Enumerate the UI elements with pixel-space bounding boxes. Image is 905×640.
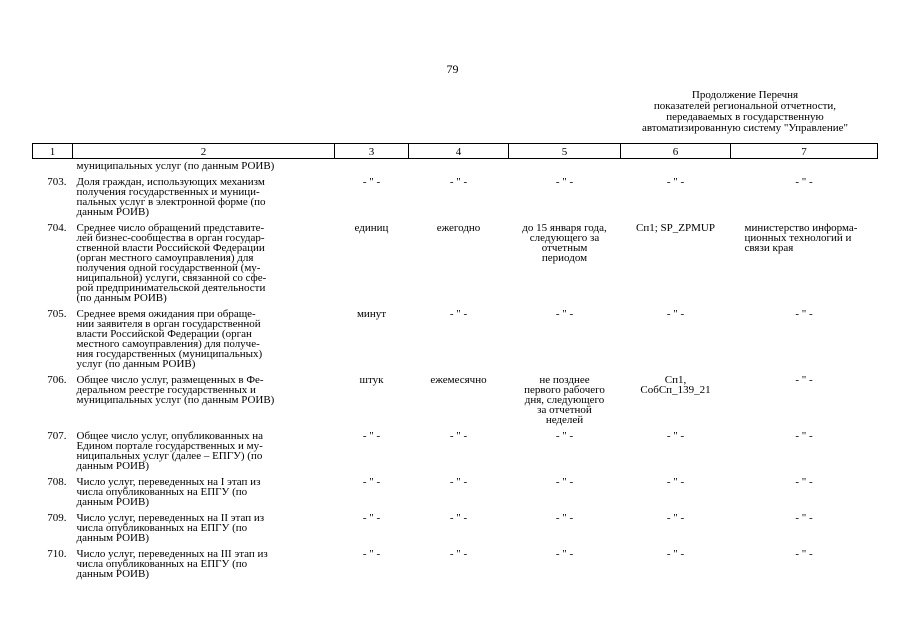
page-number: 79 (446, 62, 459, 76)
row-number: 708. (47, 476, 67, 488)
column-header: 7 (731, 144, 878, 159)
organization-cell (731, 425, 878, 471)
unit-cell: минут (356, 308, 387, 320)
column-header: 4 (409, 144, 509, 159)
organization-cell (731, 217, 878, 303)
period-cell: - " - (449, 430, 468, 442)
deadline-cell (509, 425, 621, 471)
period-cell: - " - (449, 176, 468, 188)
cell-line: Число услуг, переведенных на III этап из (76, 548, 268, 560)
cell-line: СобСп_139_21 (640, 384, 711, 396)
cell-line: местного самоуправления) для получе- (76, 338, 260, 350)
form-cell (621, 543, 731, 579)
cell-line: следующего за (529, 232, 600, 244)
indicator-name (73, 171, 335, 217)
cell-line: не позднее (539, 374, 590, 386)
cell-line: - " - (795, 476, 813, 488)
table-row (33, 425, 878, 471)
indicators-table (32, 143, 878, 579)
cell-line: числа опубликованных на ЕПГУ (по (76, 486, 248, 498)
cell-line: данным РОИВ) (76, 532, 149, 544)
period-cell: - " - (449, 548, 468, 560)
deadline-cell (509, 471, 621, 507)
cell-line: - " - (555, 308, 574, 320)
row-number: 703. (47, 176, 67, 188)
unit-cell: - " - (362, 512, 381, 524)
cell-line: муниципальных услуг (по данным РОИВ) (76, 394, 275, 406)
cell-line: услуг (по данным РОИВ) (76, 358, 196, 370)
cell-line: - " - (666, 308, 685, 320)
organization-cell (731, 369, 878, 425)
table-row (33, 217, 878, 303)
caption-line: передаваемых в государственную (666, 111, 824, 123)
table-caption (610, 90, 880, 134)
cell-line: первого рабочего (524, 384, 605, 396)
row-number: 709. (47, 512, 67, 524)
deadline-cell (509, 507, 621, 543)
cell-line: - " - (795, 548, 813, 560)
cell-line: за отчетной (537, 404, 592, 416)
cell-line: министерство информа- (744, 222, 858, 234)
organization-cell (731, 171, 878, 217)
cell-line: получения одной государственной (му- (76, 262, 261, 274)
caption-line: автоматизированную систему "Управление" (641, 122, 849, 134)
cell-line: Общее число услуг, размещенных в Фе- (76, 374, 264, 386)
cell-line: Среднее время ожидания при обраще- (76, 308, 256, 320)
cell-line: ционных технологий и (744, 232, 852, 244)
cell-line: пальных услуг в электронной форме (по (76, 196, 266, 208)
cell-line: - " - (795, 512, 813, 524)
indicator-name (73, 425, 335, 471)
cell-line: - " - (666, 512, 685, 524)
cell-line: Сп1, (664, 374, 687, 386)
row-number: 710. (47, 548, 67, 560)
indicator-name (73, 369, 335, 425)
cell-line: - " - (795, 430, 813, 442)
indicator-name: муниципальных услуг (по данным РОИВ) (76, 160, 275, 172)
cell-line: Число услуг, переведенных на II этап из (76, 512, 265, 524)
row-number: 705. (47, 308, 67, 320)
cell-line: ственной власти Российской Федерации (76, 242, 265, 254)
column-header: 2 (73, 144, 335, 159)
cell-line: Сп1; SP_ZPMUP (636, 222, 715, 234)
cell-line: данным РОИВ) (76, 496, 149, 508)
unit-cell: единиц (354, 222, 389, 234)
column-header: 3 (335, 144, 409, 159)
cell-line: - " - (795, 308, 813, 320)
cell-line: - " - (555, 512, 574, 524)
column-header: 1 (33, 144, 73, 159)
cell-line: (орган местного самоуправления) для (76, 252, 254, 264)
cell-line: числа опубликованных на ЕПГУ (по (76, 558, 248, 570)
period-cell: ежегодно (436, 222, 481, 234)
cell-line: данным РОИВ) (76, 460, 149, 472)
form-cell (621, 471, 731, 507)
cell-line: дня, следующего (524, 394, 605, 406)
cell-line: ниципальных услуг (далее – ЕПГУ) (по (76, 450, 263, 462)
cell-line: периодом (541, 252, 588, 264)
table-row (33, 471, 878, 507)
unit-cell: штук (359, 374, 384, 386)
cell-line: - " - (555, 430, 574, 442)
cell-line: данным РОИВ) (76, 206, 149, 218)
cell-line: Общее число услуг, опубликованных на (76, 430, 264, 442)
cell-line: деральном реестре государственных и (76, 384, 256, 396)
table-row (33, 507, 878, 543)
unit-cell: - " - (362, 548, 381, 560)
period-cell: - " - (449, 476, 468, 488)
cell-line: Число услуг, переведенных на I этап из (76, 476, 261, 488)
cell-line: числа опубликованных на ЕПГУ (по (76, 522, 248, 534)
caption-line: показателей региональной отчетности, (653, 100, 837, 112)
cell-line: Среднее число обращений представите- (76, 222, 265, 234)
deadline-cell (509, 543, 621, 579)
indicator-name (73, 543, 335, 579)
cell-line: - " - (666, 548, 685, 560)
form-cell (621, 303, 731, 369)
indicator-name (73, 471, 335, 507)
cell-line: - " - (795, 374, 813, 386)
cell-line: неделей (545, 414, 584, 426)
form-cell (621, 171, 731, 217)
unit-cell: - " - (362, 176, 381, 188)
organization-cell (731, 507, 878, 543)
indicator-name (73, 507, 335, 543)
indicator-name (73, 217, 335, 303)
organization-cell (731, 303, 878, 369)
cell-line: лей бизнес-сообщества в орган государ- (76, 232, 265, 244)
header-row (33, 144, 878, 159)
cell-line: ниципальной) услуги, связанной со сфе- (76, 272, 267, 284)
organization-cell (731, 471, 878, 507)
column-header: 6 (621, 144, 731, 159)
period-cell: ежемесячно (430, 374, 487, 386)
cell-line: - " - (555, 476, 574, 488)
cell-line: - " - (666, 176, 685, 188)
period-cell: - " - (449, 308, 468, 320)
cell-line: отчетным (541, 242, 588, 254)
row-number: 707. (47, 430, 67, 442)
unit-cell: - " - (362, 476, 381, 488)
cell-line: (по данным РОИВ) (76, 292, 167, 304)
organization-cell (731, 543, 878, 579)
table-row (33, 369, 878, 425)
table-row (33, 543, 878, 579)
form-cell (621, 507, 731, 543)
cell-line: получения государственных и муници- (76, 186, 260, 198)
cell-line: Доля граждан, использующих механизм (76, 176, 265, 188)
indicator-name (73, 303, 335, 369)
cell-line: - " - (555, 548, 574, 560)
row-number: 706. (47, 374, 67, 386)
cell-line: - " - (555, 176, 574, 188)
cell-line: - " - (666, 476, 685, 488)
cell-line: связи края (744, 242, 794, 254)
unit-cell: - " - (362, 430, 381, 442)
cell-line: власти Российской Федерации (орган (76, 328, 252, 340)
deadline-cell (509, 171, 621, 217)
deadline-cell (509, 303, 621, 369)
cell-line: рой предпринимательской деятельности (76, 282, 266, 294)
period-cell: - " - (449, 512, 468, 524)
cell-line: данным РОИВ) (76, 568, 149, 580)
column-header: 5 (509, 144, 621, 159)
row-number: 704. (47, 222, 67, 234)
cell-line: ния государственных (муниципальных) (76, 348, 263, 360)
cell-line: - " - (795, 176, 813, 188)
table-row (33, 171, 878, 217)
cell-line: нии заявителя в орган государственной (76, 318, 261, 330)
deadline-cell (509, 217, 621, 303)
form-cell (621, 425, 731, 471)
form-cell (621, 217, 731, 303)
cell-line: до 15 января года, (522, 222, 607, 234)
caption-line: Продолжение Перечня (691, 89, 799, 101)
cell-line: - " - (666, 430, 685, 442)
form-cell (621, 369, 731, 425)
deadline-cell (509, 369, 621, 425)
cell-line: Едином портале государственных и му- (76, 440, 263, 452)
continuation-row (33, 159, 878, 172)
table-row (33, 303, 878, 369)
